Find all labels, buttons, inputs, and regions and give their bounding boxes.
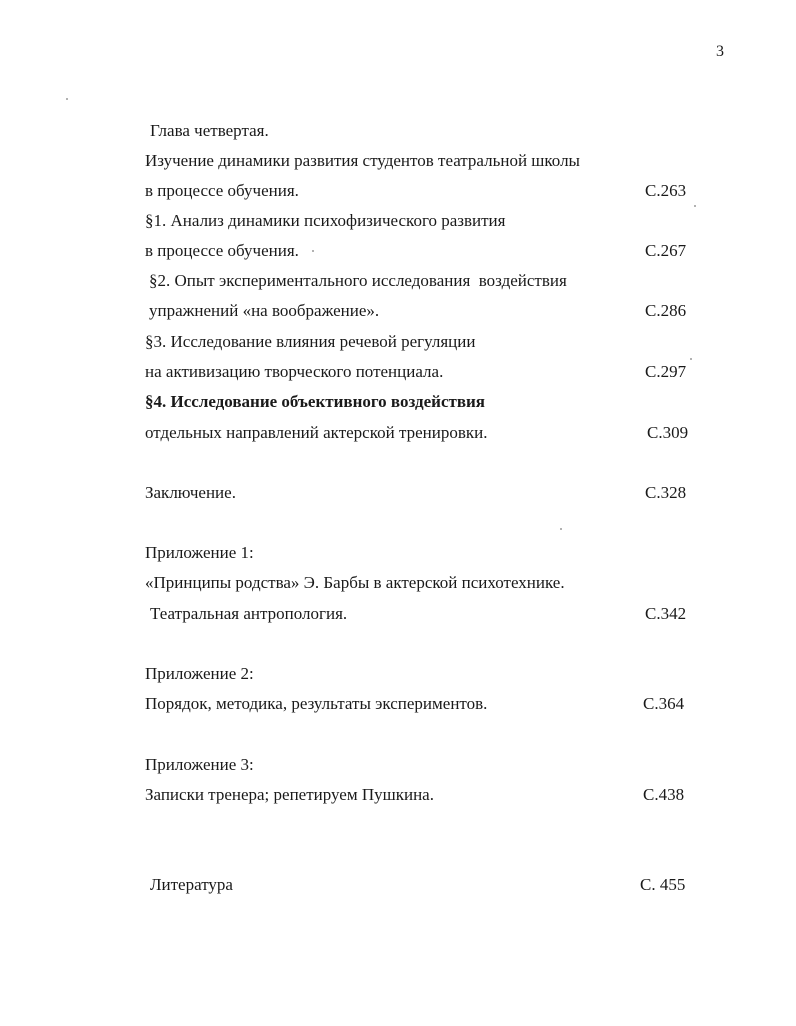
literature-page-ref: С. 455 bbox=[640, 875, 686, 894]
appendix-2-line-1: Порядок, методика, результаты экспериментов. bbox=[145, 694, 488, 713]
appendix-3-title: Приложение 3: bbox=[145, 755, 254, 774]
scan-speck bbox=[694, 205, 696, 207]
section-2-line-2: упражнений «на воображение». bbox=[149, 301, 380, 320]
chapter-heading-line-1: Изучение динамики развития студентов театральной школы bbox=[145, 151, 580, 170]
chapter-title: Глава четвертая. bbox=[150, 121, 269, 140]
section-1-page-ref: С.267 bbox=[645, 241, 687, 260]
conclusion-page-ref: С.328 bbox=[645, 483, 687, 502]
scan-speck bbox=[66, 98, 68, 100]
section-3-page-ref: С.297 bbox=[645, 362, 687, 381]
section-4-page-ref: С.309 bbox=[647, 423, 689, 442]
scan-speck bbox=[560, 528, 562, 530]
literature-entry: Литература bbox=[150, 875, 233, 894]
appendix-3-page-ref: С.438 bbox=[643, 785, 685, 804]
section-1-line-1: §1. Анализ динамики психофизического развития bbox=[145, 211, 506, 230]
section-4-line-1: §4. Исследование объективного воздействия bbox=[145, 392, 486, 411]
scan-speck bbox=[690, 358, 692, 360]
section-3-line-2: на активизацию творческого потенциала. bbox=[145, 362, 444, 381]
chapter-page-ref: С.263 bbox=[645, 181, 687, 200]
section-2-line-1: §2. Опыт экспериментального исследования воздействия bbox=[149, 271, 567, 290]
section-3-line-1: §3. Исследование влияния речевой регуляции bbox=[145, 332, 476, 351]
appendix-1-title: Приложение 1: bbox=[145, 543, 254, 562]
appendix-2-title: Приложение 2: bbox=[145, 664, 254, 683]
appendix-2-page-ref: С.364 bbox=[643, 694, 685, 713]
section-2-page-ref: С.286 bbox=[645, 301, 687, 320]
section-4-line-2: отдельных направлений актерской тренировки. bbox=[145, 423, 488, 442]
section-1-line-2: в процессе обучения. bbox=[145, 241, 299, 260]
chapter-heading-line-2: в процессе обучения. bbox=[145, 181, 299, 200]
appendix-3-line-1: Записки тренера; репетируем Пушкина. bbox=[145, 785, 434, 804]
conclusion-entry: Заключение. bbox=[145, 483, 236, 502]
scan-speck bbox=[312, 250, 314, 252]
appendix-1-line-1: «Принципы родства» Э. Барбы в актерской психотехнике. bbox=[145, 573, 565, 592]
appendix-1-page-ref: С.342 bbox=[645, 604, 687, 623]
page-number: 3 bbox=[716, 43, 724, 60]
appendix-1-line-2: Театральная антропология. bbox=[150, 604, 348, 623]
